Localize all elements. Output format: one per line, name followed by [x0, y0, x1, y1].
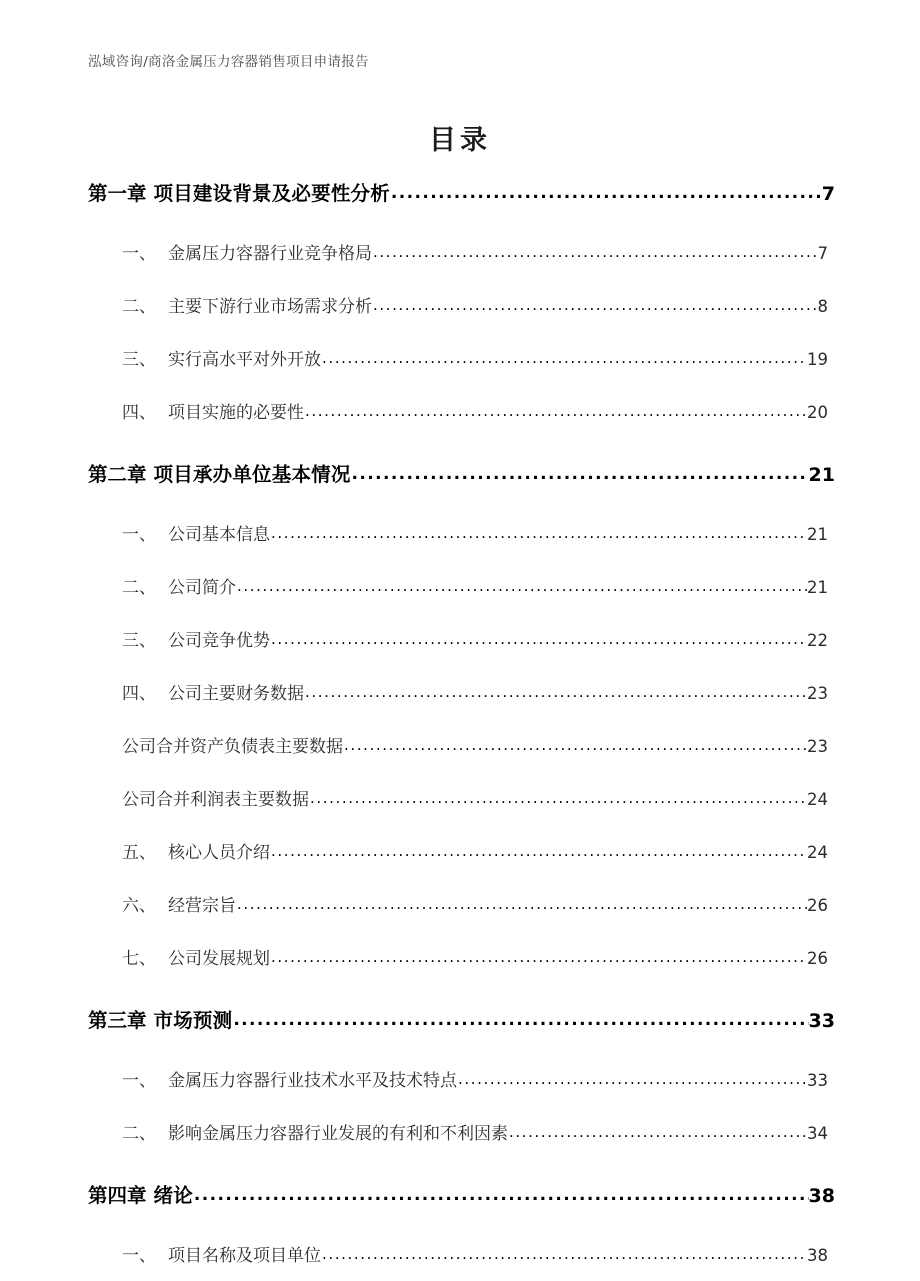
toc-entry-label: 公司基本信息	[168, 525, 270, 545]
toc-entry-page-number: 22	[807, 631, 828, 650]
toc-leader-dots	[305, 401, 807, 421]
toc-leader-dots	[271, 629, 807, 649]
toc-entry-number: 二、	[122, 1124, 156, 1144]
toc-spacer	[0, 1159, 920, 1180]
toc-section-row[interactable]	[0, 732, 920, 772]
toc-entry-number: 第四章	[88, 1184, 147, 1207]
toc-leader-dots	[194, 1182, 809, 1205]
toc-spacer	[0, 499, 920, 520]
toc-entry-label: 项目实施的必要性	[168, 403, 304, 423]
toc-entry-page-number: 26	[807, 949, 828, 968]
toc-entry-page-number: 33	[808, 1010, 835, 1032]
toc-section-row[interactable]	[0, 891, 920, 931]
toc-entry-number: 一、	[122, 1071, 156, 1091]
toc-entry-number: 一、	[122, 1246, 156, 1266]
toc-leader-dots	[391, 180, 822, 203]
toc-entry-label: 项目建设背景及必要性分析	[153, 182, 390, 205]
toc-spacer	[0, 438, 920, 459]
toc-leader-dots	[310, 788, 807, 808]
toc-entry-page-number: 7	[821, 183, 835, 205]
toc-leader-dots	[458, 1069, 807, 1089]
toc-entry-label: 项目承办单位基本情况	[153, 463, 351, 486]
toc-entry-page-number: 26	[807, 896, 828, 915]
toc-spacer	[0, 332, 920, 345]
toc-section-row[interactable]	[0, 838, 920, 878]
toc-section-row[interactable]	[0, 679, 920, 719]
toc-entry-label: 绪论	[153, 1184, 193, 1207]
toc-section-row[interactable]	[0, 1241, 920, 1281]
toc-section-row[interactable]	[0, 1119, 920, 1159]
toc-entry-page-number: 38	[807, 1246, 828, 1265]
toc-entry-label: 公司主要财务数据	[168, 684, 304, 704]
toc-entry-number: 六、	[122, 896, 156, 916]
toc-section-row[interactable]	[0, 292, 920, 332]
toc-spacer	[0, 1106, 920, 1119]
toc-entry-label: 实行高水平对外开放	[168, 350, 321, 370]
toc-leader-dots	[237, 576, 807, 596]
toc-leader-dots	[233, 1007, 808, 1030]
toc-entry-label: 公司竞争优势	[168, 631, 270, 651]
toc-entry-page-number: 33	[807, 1071, 828, 1090]
toc-entry-label: 公司简介	[168, 578, 236, 598]
page-title: 目录	[429, 125, 491, 156]
toc-section-row[interactable]	[0, 944, 920, 984]
toc-entry-number: 第一章	[88, 182, 147, 205]
toc-entry-number: 第三章	[88, 1009, 147, 1032]
toc-entry-page-number: 34	[807, 1124, 828, 1143]
toc-entry-label: 公司发展规划	[168, 949, 270, 969]
toc-leader-dots	[271, 947, 807, 967]
toc-entry-number: 五、	[122, 843, 156, 863]
toc-entry-label: 公司合并资产负债表主要数据	[122, 737, 343, 757]
toc-leader-dots	[352, 461, 809, 484]
toc-spacer	[0, 1045, 920, 1066]
toc-spacer	[0, 825, 920, 838]
toc-leader-dots	[271, 841, 807, 861]
toc-section-row[interactable]	[0, 345, 920, 385]
toc-leader-dots	[305, 682, 807, 702]
table-of-contents	[0, 178, 920, 1281]
toc-spacer	[0, 385, 920, 398]
toc-entry-label: 核心人员介绍	[168, 843, 270, 863]
toc-entry-label: 金属压力容器行业技术水平及技术特点	[168, 1071, 457, 1091]
toc-spacer	[0, 613, 920, 626]
toc-spacer	[0, 560, 920, 573]
toc-entry-label: 主要下游行业市场需求分析	[168, 297, 372, 317]
toc-entry-page-number: 38	[808, 1185, 835, 1207]
toc-entry-page-number: 21	[807, 578, 828, 597]
toc-section-row[interactable]	[0, 573, 920, 613]
toc-leader-dots	[322, 348, 807, 368]
toc-section-row[interactable]	[0, 520, 920, 560]
toc-section-row[interactable]	[0, 785, 920, 825]
toc-entry-label: 公司合并利润表主要数据	[122, 790, 309, 810]
toc-chapter-row[interactable]	[0, 1180, 920, 1220]
toc-leader-dots	[271, 523, 807, 543]
toc-entry-page-number: 23	[807, 737, 828, 756]
toc-entry-number: 第二章	[88, 463, 147, 486]
toc-section-row[interactable]	[0, 239, 920, 279]
toc-entry-page-number: 24	[807, 790, 828, 809]
toc-chapter-row[interactable]	[0, 459, 920, 499]
toc-chapter-row[interactable]	[0, 1005, 920, 1045]
toc-entry-number: 一、	[122, 244, 156, 264]
running-header: 泓域咨询/商洛金属压力容器销售项目申请报告	[88, 54, 369, 70]
toc-leader-dots	[344, 735, 807, 755]
toc-entry-number: 二、	[122, 297, 156, 317]
toc-spacer	[0, 719, 920, 732]
toc-spacer	[0, 931, 920, 944]
toc-leader-dots	[509, 1122, 807, 1142]
toc-leader-dots	[373, 295, 818, 315]
toc-entry-label: 影响金属压力容器行业发展的有利和不利因素	[168, 1124, 508, 1144]
toc-leader-dots	[373, 242, 818, 262]
toc-entry-page-number: 20	[807, 403, 828, 422]
toc-entry-number: 三、	[122, 631, 156, 651]
toc-entry-number: 四、	[122, 684, 156, 704]
toc-leader-dots	[237, 894, 807, 914]
toc-entry-page-number: 7	[817, 244, 828, 263]
toc-entry-label: 市场预测	[153, 1009, 233, 1032]
toc-entry-number: 七、	[122, 949, 156, 969]
toc-entry-number: 三、	[122, 350, 156, 370]
toc-entry-label: 经营宗旨	[168, 896, 236, 916]
toc-entry-page-number: 24	[807, 843, 828, 862]
toc-entry-page-number: 19	[807, 350, 828, 369]
toc-entry-number: 二、	[122, 578, 156, 598]
toc-section-row[interactable]	[0, 1066, 920, 1106]
toc-spacer	[0, 878, 920, 891]
toc-section-row[interactable]	[0, 626, 920, 666]
toc-spacer	[0, 279, 920, 292]
toc-entry-number: 四、	[122, 403, 156, 423]
toc-spacer	[0, 666, 920, 679]
toc-entry-number: 一、	[122, 525, 156, 545]
toc-entry-page-number: 23	[807, 684, 828, 703]
toc-entry-page-number: 8	[817, 297, 828, 316]
toc-chapter-row[interactable]	[0, 178, 920, 218]
toc-section-row[interactable]	[0, 398, 920, 438]
toc-entry-label: 项目名称及项目单位	[168, 1246, 321, 1266]
toc-spacer	[0, 218, 920, 239]
toc-spacer	[0, 772, 920, 785]
toc-spacer	[0, 984, 920, 1005]
toc-spacer	[0, 1220, 920, 1241]
toc-entry-page-number: 21	[808, 464, 835, 486]
toc-entry-page-number: 21	[807, 525, 828, 544]
toc-entry-label: 金属压力容器行业竞争格局	[168, 244, 372, 264]
toc-leader-dots	[322, 1244, 807, 1264]
